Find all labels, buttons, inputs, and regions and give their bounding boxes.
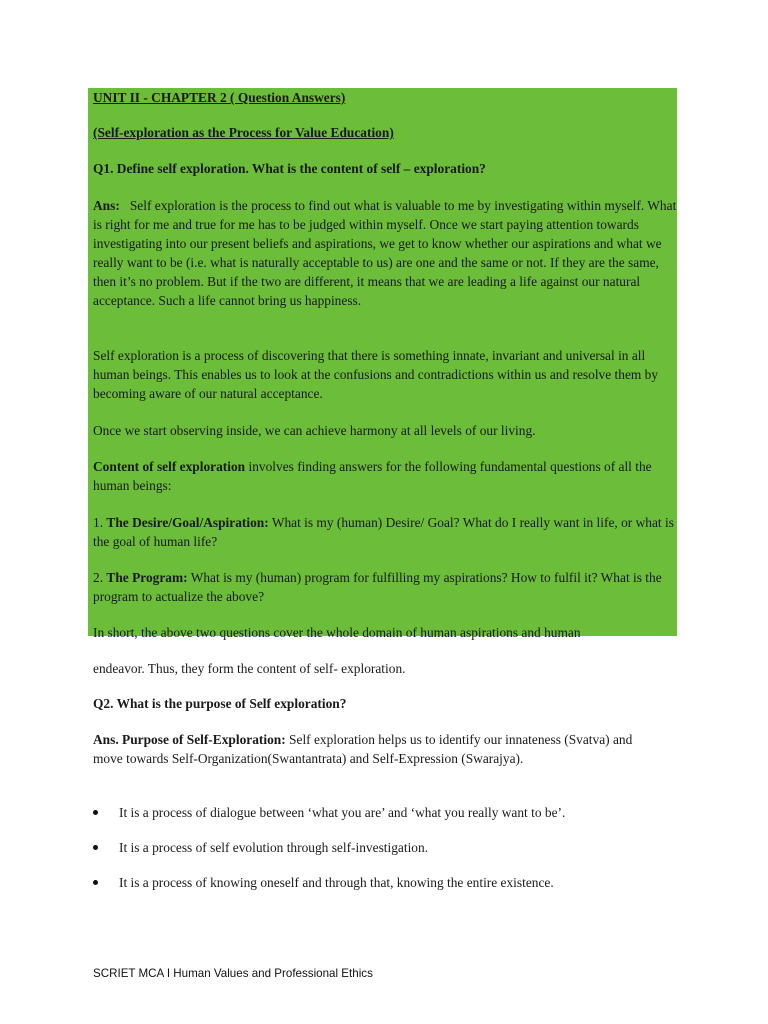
bullet-icon [93, 880, 98, 885]
content-text: involves finding answers for the following fundamental questions of all the human beings: [93, 459, 652, 493]
paragraph-harmony: Once we start observing inside, we can achieve harmony at all levels of our living. [93, 423, 536, 438]
list-item-number: 2. [93, 570, 104, 585]
question-1: Q1. Define self exploration. What is the content of self – exploration? [93, 161, 486, 176]
content-label: Content of self exploration [93, 459, 246, 474]
content-of-self-exploration [93, 457, 679, 495]
list-item-desire [93, 513, 679, 551]
answer-2 [93, 730, 633, 768]
bullet-text: It is a process of self evolution through self-investigation. [119, 840, 429, 855]
answer-1-text: Self exploration is the process to find out what is valuable to me by investigating within myself. What is right for me and true for me has to be judged within myself. Once we start paying attention towards investigating into our present beliefs and aspirations, we get to know whether our aspirations and what we really want to be (i.e. what is naturally acceptable to us) are one and the same or not. If they are the same, then it’s no problem. But if the two are different, it means that we are leading a life against our natural acceptance. Such a life cannot bring us happiness. [93, 198, 677, 308]
page-footer: SCRIET MCA I Human Values and Professional Ethics [93, 967, 373, 980]
bullet-text: It is a process of knowing oneself and through that, knowing the entire existence. [119, 875, 554, 890]
answer-1 [93, 196, 679, 310]
answer-2-label: Ans. Purpose of Self-Exploration: [93, 732, 286, 747]
bullet-icon [93, 845, 98, 850]
list-item-number: 1. [93, 515, 104, 530]
question-2: Q2. What is the purpose of Self exploration? [93, 696, 347, 711]
list-item-label: The Program: [106, 570, 188, 585]
bullet-text: It is a process of dialogue between ‘what you are’ and ‘what you really want to be’. [119, 805, 566, 820]
paragraph-natural-acceptance: Self exploration is a process of discovering that there is something innate, invariant and universal in all human beings. This enables us to look at the confusions and contradictions within us and resolve them by becoming aware of our natural acceptance. [93, 348, 659, 401]
list-item-text: What is my (human) program for fulfilling my aspirations? How to fulfil it? What is the program to actualize the above? [93, 570, 662, 604]
list-item-program [93, 568, 679, 606]
unit-title: UNIT II - CHAPTER 2 ( Question Answers) [93, 90, 346, 105]
summary-line-1: In short, the above two questions cover the whole domain of human aspirations and human [93, 625, 581, 640]
bullet-icon [93, 810, 98, 815]
answer-1-label: Ans: [93, 198, 120, 213]
answer-2-text: Self exploration helps us to identify our innateness (Svatva) and move towards Self-Organization(Swantantrata) and Self-Expression (Swarajya). [93, 732, 633, 766]
list-item-text: What is my (human) Desire/ Goal? What do I really want in life, or what is the goal of human life? [93, 515, 674, 549]
list-item-label: The Desire/Goal/Aspiration: [106, 515, 269, 530]
summary-line-2: endeavor. Thus, they form the content of self- exploration. [93, 661, 406, 676]
chapter-subtitle: (Self-exploration as the Process for Value Education) [93, 125, 394, 140]
